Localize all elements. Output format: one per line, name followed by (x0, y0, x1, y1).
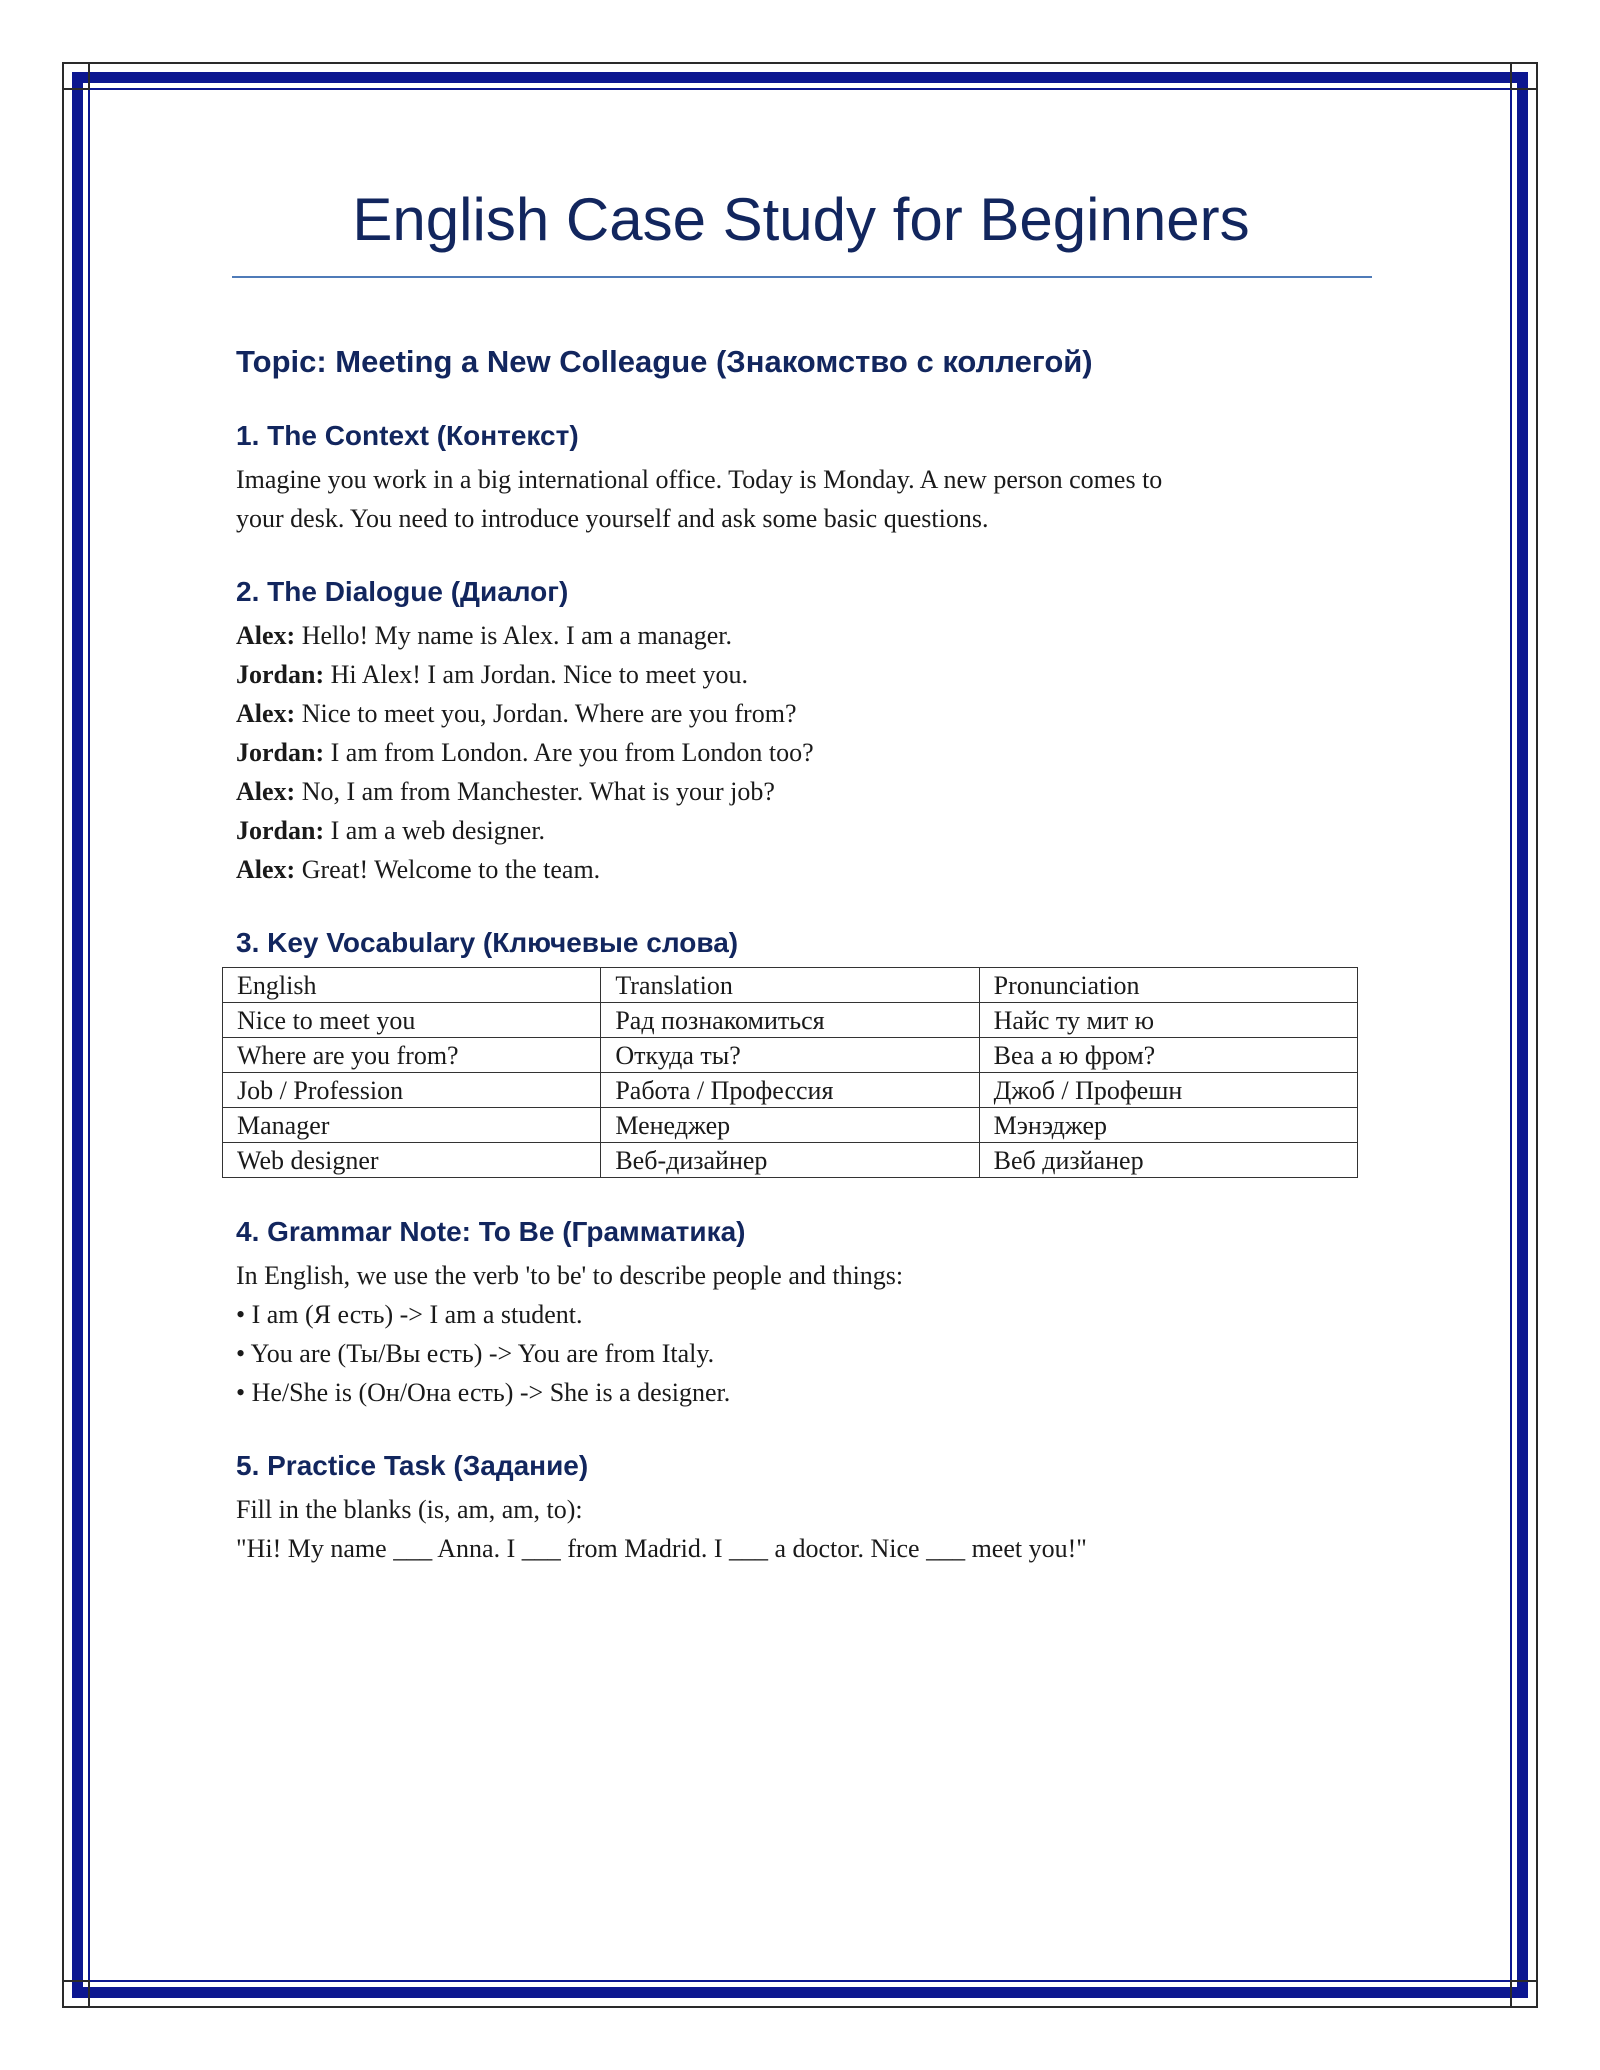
grammar-bullet: • You are (Ты/Вы есть) -> You are from Italy. (236, 1339, 715, 1368)
table-row (223, 1108, 1358, 1143)
table-cell: Nice to meet you (223, 1003, 601, 1038)
speaker-name: Alex: (236, 855, 296, 884)
dialogue-line (236, 850, 1366, 889)
table-cell: Job / Profession (223, 1073, 601, 1108)
dialogue-line (236, 772, 1366, 811)
speaker-name: Jordan: (236, 660, 325, 689)
speaker-name: Alex: (236, 621, 296, 650)
dialogue-text: Hi Alex! I am Jordan. Nice to meet you. (324, 660, 748, 689)
speaker-name: Jordan: (236, 816, 325, 845)
border-corner-top-right (1510, 62, 1538, 90)
table-cell: Рад познакомиться (601, 1003, 979, 1038)
border-corner-top-left (62, 62, 90, 90)
table-row (223, 1038, 1358, 1073)
table-cell: Manager (223, 1108, 601, 1143)
practice-block (236, 1490, 1366, 1568)
dialogue-line (236, 694, 1366, 733)
border-corner-bottom-left (62, 1980, 90, 2008)
dialogue-text: Nice to meet you, Jordan. Where are you from? (295, 699, 797, 728)
table-row (223, 1073, 1358, 1108)
table-cell: Translation (601, 968, 979, 1003)
dialogue-text: I am a web designer. (324, 816, 546, 845)
context-line: your desk. You need to introduce yourself and ask some basic questions. (236, 504, 989, 533)
table-cell: Pronunciation (979, 968, 1357, 1003)
document-title: English Case Study for Beginners (352, 186, 1250, 253)
practice-sentence: "Hi! My name ___ Anna. I ___ from Madrid. I ___ a doctor. Nice ___ meet you!" (236, 1534, 1087, 1563)
table-header-row (223, 968, 1358, 1003)
grammar-bullet: • I am (Я есть) -> I am a student. (236, 1300, 583, 1329)
practice-heading: 5. Practice Task (Задание) (236, 1450, 589, 1481)
document-body (236, 180, 1366, 1568)
vocabulary-heading: 3. Key Vocabulary (Ключевые слова) (236, 927, 739, 958)
dialogue-line (236, 655, 1366, 694)
speaker-name: Alex: (236, 777, 296, 806)
grammar-bullet: • He/She is (Он/Она есть) -> She is a designer. (236, 1378, 731, 1407)
dialogue-block (236, 616, 1366, 889)
speaker-name: Jordan: (236, 738, 325, 767)
grammar-block (236, 1256, 1366, 1412)
context-paragraph (236, 460, 1366, 538)
dialogue-line (236, 733, 1366, 772)
table-cell: Веб-дизайнер (601, 1143, 979, 1178)
dialogue-text: Great! Welcome to the team. (295, 855, 601, 884)
table-cell: Джоб / Профешн (979, 1073, 1357, 1108)
dialogue-line (236, 811, 1366, 850)
practice-instruction: Fill in the blanks (is, am, am, to): (236, 1495, 583, 1524)
table-row (223, 1003, 1358, 1038)
dialogue-line (236, 616, 1366, 655)
table-row (223, 1143, 1358, 1178)
vocabulary-table (222, 967, 1358, 1178)
title-divider (232, 276, 1372, 278)
table-cell: Мэнэджер (979, 1108, 1357, 1143)
dialogue-text: I am from London. Are you from London too? (324, 738, 814, 767)
table-cell: Where are you from? (223, 1038, 601, 1073)
table-cell: Веа а ю фром? (979, 1038, 1357, 1073)
table-cell: Веб дизйанер (979, 1143, 1357, 1178)
table-cell: English (223, 968, 601, 1003)
border-corner-bottom-right (1510, 1980, 1538, 2008)
dialogue-text: Hello! My name is Alex. I am a manager. (295, 621, 733, 650)
table-cell: Откуда ты? (601, 1038, 979, 1073)
table-cell: Работа / Профессия (601, 1073, 979, 1108)
speaker-name: Alex: (236, 699, 296, 728)
topic-heading: Topic: Meeting a New Colleague (Знакомство с коллегой) (236, 344, 1093, 379)
grammar-intro: In English, we use the verb 'to be' to describe people and things: (236, 1261, 904, 1290)
context-line: Imagine you work in a big international office. Today is Monday. A new person comes to (236, 465, 1163, 494)
dialogue-heading: 2. The Dialogue (Диалог) (236, 576, 569, 607)
grammar-heading: 4. Grammar Note: To Be (Грамматика) (236, 1216, 746, 1247)
context-heading: 1. The Context (Контекст) (236, 420, 579, 451)
table-cell: Менеджер (601, 1108, 979, 1143)
table-cell: Web designer (223, 1143, 601, 1178)
table-cell: Найс ту мит ю (979, 1003, 1357, 1038)
dialogue-text: No, I am from Manchester. What is your job? (295, 777, 775, 806)
